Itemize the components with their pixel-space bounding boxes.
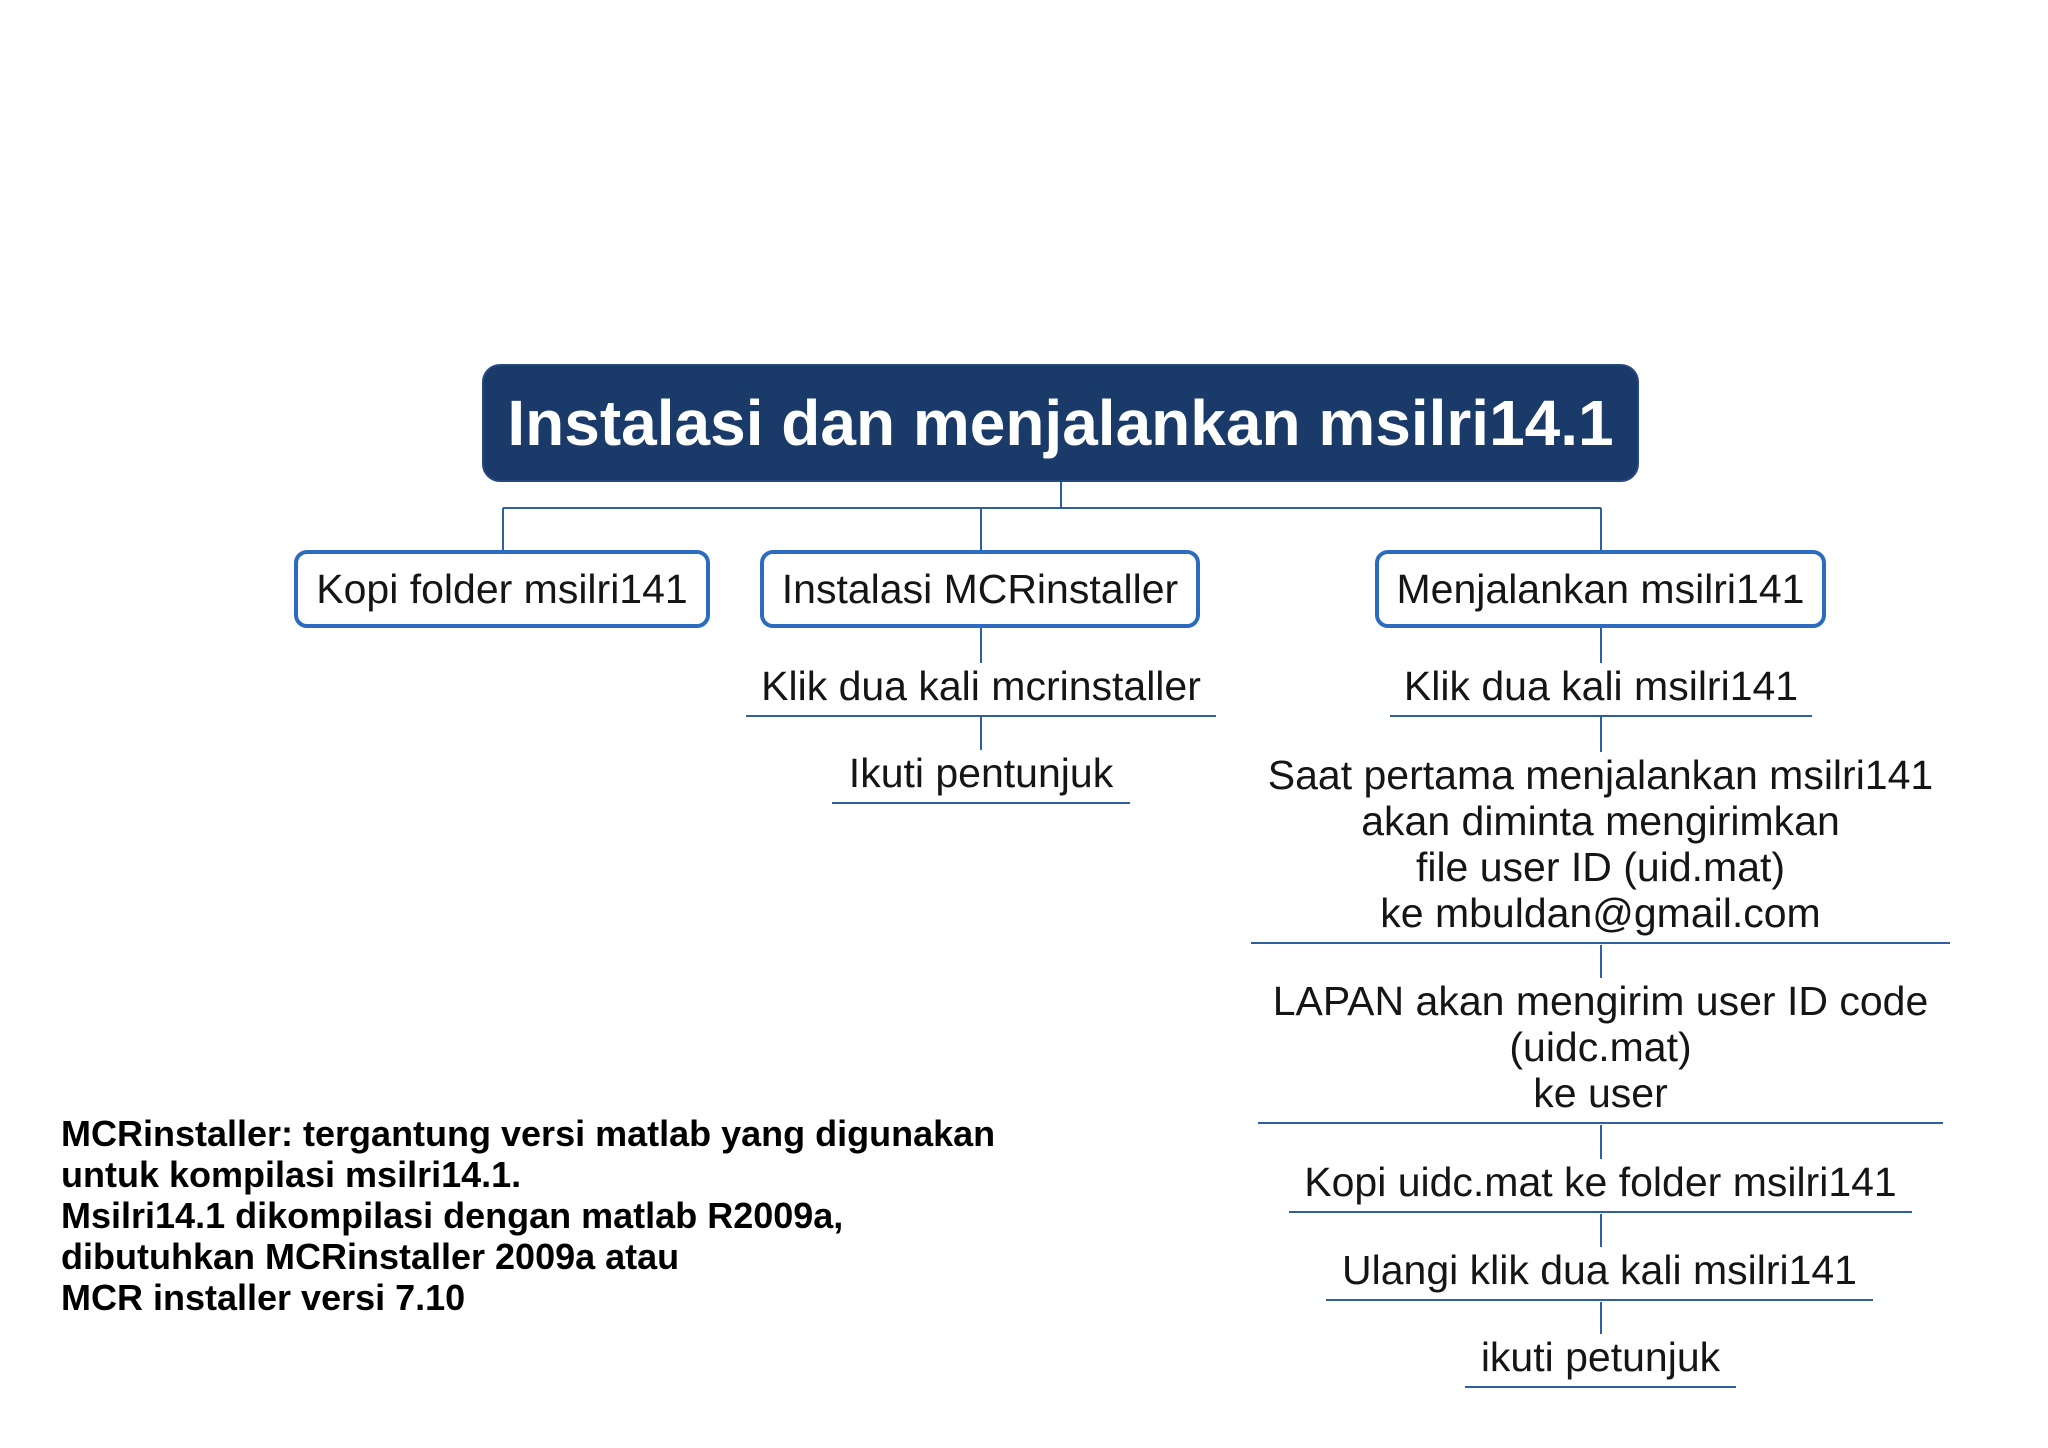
run-step-ikuti xyxy=(1465,1334,1736,1388)
step-line: file user ID (uid.mat) xyxy=(1415,844,1786,890)
step-line: ke user xyxy=(1533,1070,1668,1116)
step-line: LAPAN akan mengirim user ID code xyxy=(1272,978,1929,1024)
branch-menjalankan: Menjalankan msilri141 xyxy=(1375,550,1826,628)
note-line: MCR installer versi 7.10 xyxy=(61,1277,466,1318)
step-line: (uidc.mat) xyxy=(1509,1024,1692,1070)
branch-kopi-folder: Kopi folder msilri141 xyxy=(294,550,710,628)
note-line: dibutuhkan MCRinstaller 2009a atau xyxy=(61,1236,680,1277)
note-line: untuk kompilasi msilri14.1. xyxy=(61,1154,522,1195)
run-step-kirim-uid xyxy=(1251,752,1950,944)
run-step-klik xyxy=(1390,663,1812,717)
step-line: akan diminta mengirimkan xyxy=(1361,798,1840,844)
mcr-step-ikuti xyxy=(832,750,1130,804)
step-line: ikuti petunjuk xyxy=(1480,1334,1721,1380)
diagram-title: Instalasi dan menjalankan msilri14.1 xyxy=(482,364,1639,482)
note-line: MCRinstaller: tergantung versi matlab yang digunakan xyxy=(61,1113,996,1154)
run-step-ulangi xyxy=(1326,1247,1873,1301)
mcr-step-klik xyxy=(746,663,1216,717)
run-step-kopi-uidc xyxy=(1289,1159,1912,1213)
step-line: Klik dua kali mcrinstaller xyxy=(761,663,1201,709)
run-step-lapan-kirim xyxy=(1258,978,1943,1124)
step-line: Saat pertama menjalankan msilri141 xyxy=(1267,752,1934,798)
note-line: Msilri14.1 dikompilasi dengan matlab R2009a, xyxy=(61,1195,844,1236)
mcr-version-note xyxy=(61,1113,1021,1318)
step-line: Kopi uidc.mat ke folder msilri141 xyxy=(1304,1159,1897,1205)
step-line: ke mbuldan@gmail.com xyxy=(1380,890,1821,936)
step-line: Klik dua kali msilri141 xyxy=(1403,663,1799,709)
step-line: Ulangi klik dua kali msilri141 xyxy=(1342,1247,1857,1293)
step-line: Ikuti pentunjuk xyxy=(848,750,1114,796)
branch-instalasi-mcrinstaller: Instalasi MCRinstaller xyxy=(760,550,1200,628)
